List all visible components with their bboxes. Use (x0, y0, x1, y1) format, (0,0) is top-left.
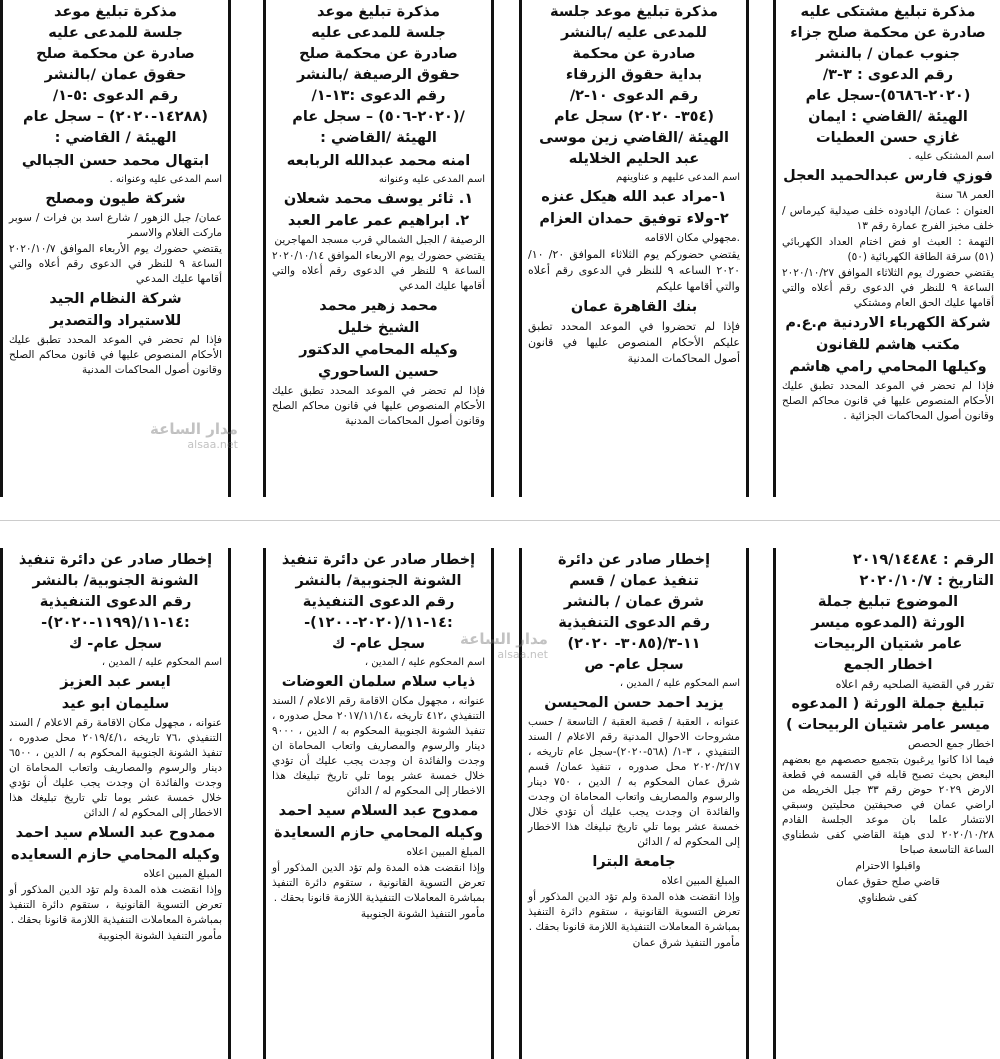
case-number: ١١-٣/(٣٠٨٥- ٢٠٢٠) (567, 636, 701, 652)
address: .مجهولي مكان الاقامه (644, 232, 740, 244)
charge: التهمة : العبث او فض اختام العداد الكهربائي (٥١) سرقة الطاقة الكهربائية (٥٠) (782, 236, 994, 263)
address: عمان/ جبل الزهور / شارع اسد بن فرات / سوبر ماركت الغلام والاسمر (9, 212, 222, 239)
notice-title: بداية حقوق الزرقاء (565, 67, 703, 83)
case-title: رقم الدعوى التنفيذية (558, 615, 710, 631)
closing-text: وإذا انقضت هذه المدة ولم تؤد الدين المذكور أو تعرض التسوية القانونية ، ستقوم دائرة التنفيذ بمباشرة المعاملات التنفيذية اللازمة قانونا بحقك . (9, 884, 222, 926)
age: العمر ٦٨ سنة (935, 189, 994, 201)
case-year: /(٢٠٢٠-٥٠٦) – سجل عام (292, 109, 465, 125)
plaintiff-name: شركة الكهرباء الاردنية م.ع.م (785, 315, 991, 331)
body-text: فيما اذا كانوا يرغبون بتجميع حصصهم مع بعضهم البعض بحيث تصبح قابله في القسمه في قطعة الارض ٢٠٢٩ حوض رقم ٣٣ جبل الخريطه من اراضي عمان في صحيفتين محليتين وسبقي الانتشار علما بان موعد الجلسة القادم ٢٠٢٠/١٠/٢٨ لدى هيئة القاضي كفى شطناوي الساعة التاسعة صباحا (782, 754, 994, 856)
case-number: رقم الدعوى ١٠-٢/ (569, 88, 699, 104)
party-name: ٢. ابراهيم عمر عامر العبد (287, 213, 470, 229)
plaintiff-name: للاستيراد والتصدير (49, 313, 182, 329)
law-office: مكتب هاشم للقانون (815, 337, 961, 353)
hearing-text: يقتضي حضورك يوم الأربعاء الموافق ٢٠٢٠/١٠/٧ الساعة ٩ للنظر في الدعوى رقم أعلاه والتي أقامها عليك المدعي (9, 243, 223, 285)
notice-title: جلسة للمدعى عليه (311, 25, 446, 41)
closing-text: فإذا لم تحضروا في الموعد المحدد تطبق عليكم الأحكام المنصوص عليها في قانون أصول المحاكمات المدنية (528, 320, 740, 365)
case-title: رقم الدعوى التنفيذية (39, 594, 192, 610)
signer-name: كفى شطناوي (858, 892, 918, 904)
amount-text: المبلغ المبين اعلاه (661, 875, 740, 887)
creditor-name: جامعة البترا (592, 854, 676, 870)
notice-title: إخطار صادر عن دائرة (557, 552, 711, 568)
panel: الهيئة / القاضي : (54, 130, 177, 146)
judge-name: امنه محمد عبدالله الربابعه (286, 153, 471, 169)
lawyer-name: وكيله المحامي الدكتور (299, 342, 458, 358)
notice-title: تنفيذ عمان / قسم (569, 573, 699, 589)
notice-title: حقوق الرصيفة /بالنشر (297, 67, 460, 83)
subject: عامر شتيان الربيحات (813, 636, 963, 652)
lawyer-name: وكيلها المحامي رامي هاشم (789, 359, 987, 375)
judge-name: ابتهال محمد حسن الجبالي (21, 153, 210, 169)
plaintiff-name: الشيخ خليل (337, 320, 420, 336)
notice-bottom-2 (519, 548, 749, 1059)
case-title: رقم الدعوى التنفيذية (302, 594, 455, 610)
body-text: عنوانه ، العقبة / قصبة العقبة / التاسعة / حسب مشروحات الاحوال المدنية رقم الاعلام / السند التنفيذي ، ٣-١/ (٥٦٨-٢٠٢٠)-سجل عام تاريخه ، ٢٠٢٠/٢/١٧ محل صدوره ، تنفيذ عمان/ قسم شرق عمان المحكوم به / الدين ، ٧٥٠ دينار والرسوم والمصاريف واتعاب المحاماة ان وجدت والفائدة ان وجدت يجب عليك أن تؤدي خلال خمسة عشر يوما تلي تاريخ تبليغك هذا الاخطار إلى المحكوم له / الدائن (528, 716, 741, 848)
label: اسم المدعى عليه وعنوانه (378, 174, 485, 185)
date: التاريخ : ٢٠٢٠/١٠/٧ (859, 573, 994, 589)
panel: الهيئة /القاضي : ايمان (808, 109, 968, 125)
lawyer-name: وكيله المحامي حازم السعايدة (274, 825, 483, 841)
notice-title: إخطار صادر عن دائرة تنفيذ (281, 552, 476, 568)
notice-bottom-4 (0, 548, 231, 1059)
party-name: ايسر عبد العزيز (60, 674, 171, 690)
notice-title: صادرة عن محكمة صلح (36, 46, 195, 62)
notice-title: الشونة الجنوبية/ بالنشر (295, 573, 462, 589)
officer: مأمور التنفيذ الشونة الجنوبية (97, 930, 222, 942)
creditor-name: ممدوح عبد السلام سيد احمد (278, 803, 479, 819)
body-text: عنوانه ، مجهول مكان الاقامة رقم الاعلام / السند التنفيذي ،٤١٢ تاريخه ،٢٠١٧/١١/١٤ محل صدوره ، تنفيذ الشونة الجنوبية المحكوم به / الدين ، ٩٠٠٠ دينار والرسوم والمصاريف واتعاب المحاماة ان وجدت والفائدة ان وجدت يجب عليك أن تؤدي خلال خمسة عشر يوما تلي تاريخ تبليغك هذا الاخطار إلى المحكوم له / الدائن (272, 695, 485, 797)
notice-title: جلسة للمدعى عليه (48, 25, 183, 41)
notice-bottom-3 (263, 548, 494, 1059)
label: اسم المشتكى عليه . (908, 151, 994, 162)
notice-top-3 (263, 0, 494, 497)
hearing-text: يقتضي حضوركم يوم الثلاثاء الموافق ٢٠/ ١٠/ ٢٠٢٠ الساعه ٩ للنظر في الدعوى رقم أعلاه والتي أقامها عليكم (528, 248, 740, 293)
case-year: (٢٠٢٠-٥٦٨٦)-سجل عام (805, 88, 971, 104)
party-name: ٢-ولاء توفيق حمدان العزام (539, 211, 729, 227)
record: سجل عام- ك (331, 636, 426, 652)
intro-text: تبليغ جملة الورثة ( المدعوه (791, 696, 985, 712)
notice-title: للمدعى عليه /بالنشر (561, 25, 707, 41)
reference-number: الرقم : ٢٠١٩/١٤٤٨٤ (852, 552, 994, 568)
case-number: :١٤-١١/(١١٩٩-٢٠٢٠)- (41, 615, 190, 631)
case-year: (١٤٢٨٨-٢٠٢٠) – سجل عام (23, 109, 208, 125)
notice-top-2 (519, 0, 749, 497)
subject: الموضوع تبليغ جملة (817, 594, 959, 610)
notice-title: إخطار صادر عن دائرة تنفيذ (18, 552, 213, 568)
closing-text: فإذا لم تحضر في الموعد المحدد تطبق عليك الأحكام المنصوص عليها في قانون محاكم الصلح وقانون أصول المحاكمات الجزائية . (782, 380, 994, 422)
panel: الهيئة /القاضي زين موسى (539, 130, 729, 146)
party-name: يزيد احمد حسن المحيسن (544, 695, 724, 711)
notice-title: صادرة عن محكمة صلح (299, 46, 458, 62)
plaintiff-name: شركة النظام الجيد (49, 291, 182, 307)
notice-bottom-1 (773, 548, 1000, 1059)
watermark-site: مدار الساعة (460, 630, 548, 648)
party-name: ذياب سلام سلمان العوضات (281, 674, 476, 690)
notice-title: شرق عمان / بالنشر (563, 594, 705, 610)
closing-text: وإذا انقضت هذه المدة ولم تؤد الدين المذكور أو تعرض التسوية القانونية ، ستقوم دائرة التنفيذ بمباشرة المعاملات التنفيذية اللازمة قانونا بحقك . (272, 862, 485, 904)
watermark-url: alsaa.net (497, 648, 548, 661)
record: سجل عام- ك (68, 636, 163, 652)
sub-heading: اخطار جمع الحصص (908, 738, 994, 750)
notice-title: جنوب عمان / بالنشر (816, 46, 960, 62)
case-year: (٣٥٤- ٢٠٢٠) سجل عام (553, 109, 715, 125)
amount-text: المبلغ المبين اعلاه (143, 868, 222, 880)
notice-title: مذكرة تبليغ موعد (317, 4, 440, 20)
creditor-name: ممدوح عبد السلام سيد احمد (15, 825, 216, 841)
notice-title: مذكرة تبليغ مشتكى عليه (800, 4, 976, 20)
hearing-text: يقتضي حضورك يوم الاربعاء الموافق ٢٠٢٠/١٠/١٤ الساعة ٩ للنظر في الدعوى رقم أعلاه والتي أقامها عليك المدعي (272, 250, 486, 292)
record: سجل عام- ص (584, 657, 684, 673)
party-name: فوزي فارس عبدالحميد العجل (783, 168, 993, 184)
label: اسم المحكوم عليه / المدين ، (101, 657, 222, 668)
notice-title: مذكرة تبليغ موعد (54, 4, 177, 20)
body-text: عنوانه ، مجهول مكان الاقامة رقم الاعلام / السند التنفيذي ،٧٦ تاريخه ،٢٠١٩/٤/١ محل صدوره ، تنفيذ الشونة الجنوبية المحكوم به / الدين ، ٦٥٠٠ دينار والرسوم والمصاريف واتعاب المحاماة ان وجدت والفائدة ان وجدت يجب عليك أن تؤدي خلال خمسة عشر يوما تلي تاريخ تبليغك هذا الاخطار إلى المحكوم له / الدائن (9, 717, 223, 819)
notice-title: مذكرة تبليغ موعد جلسة (550, 4, 718, 20)
judge-name: عبد الحليم الخلايله (568, 151, 700, 167)
address: العنوان : عمان/ اليادوده خلف صيدلية كيرماس / خلف مخبز الفرج عمارة رقم ١٣ (782, 205, 994, 232)
address: الرصيفة / الجبل الشمالي قرب مسجد المهاجرين (274, 234, 485, 246)
closing-text: وإذا انقضت هذه المدة ولم تؤد الدين المذكور أو تعرض التسوية القانونية ، ستقوم دائرة التنفيذ بمباشرة المعاملات التنفيذية اللازمة قانونا بحقك . (528, 891, 740, 933)
notice-title: صادرة عن محكمة (572, 46, 696, 62)
plaintiff-name: محمد زهير محمد (319, 298, 438, 314)
case-number: رقم الدعوى : ٣-٣/ (822, 67, 954, 83)
amount-text: المبلغ المبين اعلاه (406, 846, 485, 858)
label: اسم المحكوم عليه / المدين ، (619, 678, 740, 689)
party-name: شركة طيون ومصلح (45, 191, 186, 207)
panel: الهيئة /القاضي : (320, 130, 437, 146)
label: اسم المحكوم عليه / المدين ، (364, 657, 485, 668)
lawyer-name: وكيله المحامي حازم السعايده (11, 847, 220, 863)
regards: واقبلوا الاحترام (855, 860, 921, 872)
party-name: سليمان ابو عيد (61, 696, 170, 712)
signer: قاضي صلح حقوق عمان (836, 876, 940, 888)
watermark-url: alsaa.net (187, 438, 238, 451)
plaintiff-name: بنك القاهرة عمان (570, 299, 698, 315)
lawyer-name: حسين الساحوري (317, 364, 439, 380)
label: اسم المدعى عليهم و عناوينهم (616, 172, 740, 183)
watermark-site: مدار الساعة (150, 420, 238, 438)
party-name: ١. ثائر يوسف محمد شعلان (283, 191, 474, 207)
intro-text: تقرر في القضية الصلحيه رقم اعلاه (835, 678, 994, 691)
party-name: ١-مراد عبد الله هيكل عنزه (541, 189, 727, 205)
intro-text: ميسر عامر شتيان الربيحات ) (785, 717, 991, 733)
judge-name: غازي حسن العطيات (816, 130, 960, 146)
hearing-text: يقتضي حضورك يوم الثلاثاء الموافق ٢٠٢٠/١٠/٢٧ الساعة ٩ للنظر في الدعوى رقم أعلاه والتي أقامها عليك الحق العام ومشتكي (782, 267, 995, 309)
closing-text: فإذا لم تحضر في الموعد المحدد تطبق عليك الأحكام المنصوص عليها في قانون محاكم الصلح وقانون أصول المحاكمات المدنية (9, 334, 222, 376)
label: اسم المدعى عليه وعنوانه . (109, 174, 222, 185)
notice-top-4 (0, 0, 231, 497)
case-number: :١٤-١١/(٢٠٢٠-١٢٠٠)- (304, 615, 453, 631)
case-number: رقم الدعوى :١٣-١/ (311, 88, 446, 104)
case-number: رقم الدعوى :٥-١/ (52, 88, 179, 104)
subject: الورثة (المدعوه ميسر (811, 615, 965, 631)
closing-text: فإذا لم تحضر في الموعد المحدد تطبق عليك الأحكام المنصوص عليها في قانون محاكم الصلح وقانون أصول المحاكمات المدنية (272, 385, 485, 427)
notice-title: صادرة عن محكمة صلح جزاء (790, 25, 986, 41)
notice-title: حقوق عمان /بالنشر (44, 67, 187, 83)
notice-title: الشونة الجنوبية/ بالنشر (32, 573, 199, 589)
officer: مأمور التنفيذ الشونة الجنوبية (360, 908, 485, 920)
row-divider (0, 520, 1000, 521)
officer: مأمور التنفيذ شرق عمان (632, 937, 740, 949)
notice-top-1 (773, 0, 1000, 497)
heading: اخطار الجمع (843, 657, 933, 673)
